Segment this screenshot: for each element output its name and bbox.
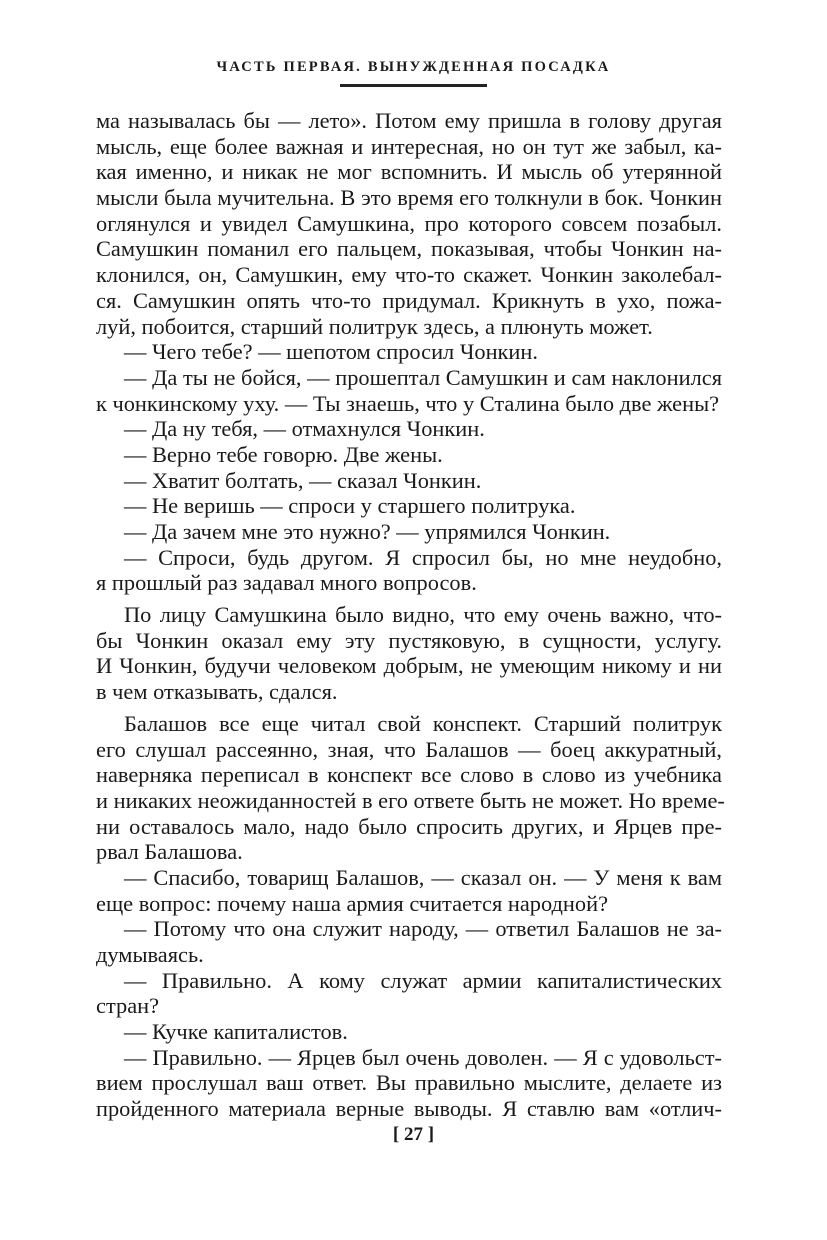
header-title: ЧАСТЬ ПЕРВАЯ. ВЫНУЖДЕННАЯ ПОСАДКА <box>216 59 611 75</box>
text-line: луй, побоится, старший политрук здесь, а плюнуть может. <box>96 313 653 339</box>
page-number: [ 27 ] <box>392 1124 435 1145</box>
text-line: кая именно, и никак не мог вспомнить. И мысль об утерянной <box>96 159 722 185</box>
text-line: пройденного материала верные выводы. Я ставлю вам «отлич- <box>96 1096 722 1122</box>
dialogue-line: — Спасибо, товарищ Балашов, — сказал он. — У меня к вам <box>124 864 722 890</box>
text-line: мысль, еще более важная и интересная, но он тут же забыл, ка- <box>96 133 722 159</box>
dialogue-line: — Верно тебе говорю. Две жены. <box>124 441 443 467</box>
dialogue-line: — Да ну тебя, — отмахнулся Чонкин. <box>124 416 485 442</box>
dialogue-line: — Потому что она служит народу, — ответил Балашов не за- <box>124 916 722 942</box>
body-text <box>96 108 725 1122</box>
text-line: к чонкинскому уху. — Ты знаешь, что у Сталина было две жены? <box>96 390 720 416</box>
dialogue-line: — Кучке капиталистов. <box>124 1019 348 1045</box>
text-line: стран? <box>96 993 160 1019</box>
text-line: думываясь. <box>96 942 204 967</box>
paragraph-line: Балашов все еще читал свой конспект. Старший политрук <box>124 710 722 736</box>
text-line: оглянулся и увидел Самушкина, про которого совсем позабыл. <box>96 210 722 236</box>
paragraph-line: По лицу Самушкина было видно, что ему очень важно, что- <box>124 602 722 628</box>
text-line: в чем отказывать, сдался. <box>96 679 338 705</box>
text-line: наверняка переписал в конспект все слово в слово из учебника <box>96 762 722 788</box>
dialogue-line: — Не веришь — спроси у старшего политрука. <box>124 493 576 519</box>
text-line: еще вопрос: почему наша армия считается народной? <box>96 890 609 916</box>
dialogue-line: — Правильно. А кому служат армии капиталистических <box>124 967 722 993</box>
text-line: и никаких неожиданностей в его ответе быть не может. Но време- <box>96 787 725 813</box>
dialogue-line: — Да ты не бойся, — прошептал Самушкин и сам наклонился <box>124 364 722 390</box>
header-rule <box>340 84 487 87</box>
dialogue-line: — Чего тебе? — шепотом спросил Чонкин. <box>124 339 538 365</box>
dialogue-line: — Правильно. — Ярцев был очень доволен. — Я с удовольст- <box>124 1044 722 1070</box>
text-line: И Чонкин, будучи человеком добрым, не умеющим никому и ни <box>96 653 722 679</box>
text-line: ма называлась бы — лето». Потом ему пришла в голову другая <box>96 108 722 133</box>
text-line: клонился, он, Самушкин, ему что-то скажет. Чонкин заколебал- <box>96 262 722 288</box>
text-line: ни оставалось мало, надо было спросить других, и Ярцев пре- <box>96 813 722 839</box>
text-line: рвал Балашова. <box>96 839 243 865</box>
dialogue-line: — Хватит болтать, — сказал Чонкин. <box>124 467 482 493</box>
text-line: бы Чонкин оказал ему эту пустяковую, в сущности, услугу. <box>96 627 722 653</box>
dialogue-line: — Спроси, будь другом. Я спросил бы, но мне неудобно, <box>124 544 722 570</box>
text-line: Самушкин поманил его пальцем, показывая, чтобы Чонкин на- <box>96 236 722 262</box>
text-line: ся. Самушкин опять что-то придумал. Крикнуть в ухо, пожа- <box>96 287 722 313</box>
text-line: я прошлый раз задавал много вопросов. <box>96 570 477 596</box>
running-header <box>0 58 827 76</box>
dialogue-line: — Да зачем мне это нужно? — упрямился Чонкин. <box>124 519 611 544</box>
text-line: его слушал рассеянно, зная, что Балашов — боец аккуратный, <box>96 736 722 762</box>
text-line: вием прослушал ваш ответ. Вы правильно мыслите, делаете из <box>96 1070 722 1096</box>
text-line: мысли была мучительна. В это время его толкнули в бок. Чонкин <box>96 185 722 211</box>
